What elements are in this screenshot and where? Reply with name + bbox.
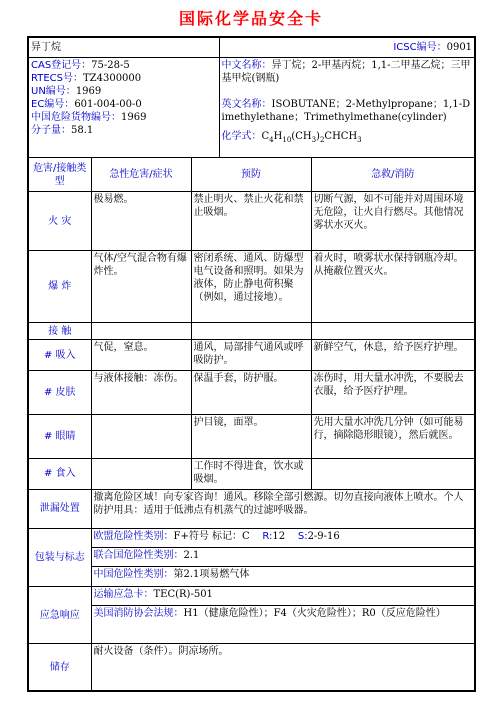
explosion-label: 爆 炸 bbox=[28, 251, 91, 323]
rtecs-label: RTECS号： bbox=[31, 72, 83, 84]
cn-class-label: 中国危险性类别： bbox=[93, 568, 174, 580]
safety-card-table bbox=[27, 36, 476, 692]
inhale-row bbox=[28, 340, 475, 371]
spill-text: 撤离危险区域！向专家咨询！通风。移除全部引燃源。切勿直接向液体上喷水。个人防护用具：适用于低沸点有机蒸气的过滤呼吸器。 bbox=[91, 489, 475, 528]
emergency-cell bbox=[91, 587, 475, 644]
eye-first-aid: 先用大量水冲洗几分钟（如可能易行，摘除隐形眼镜），然后就医。 bbox=[311, 415, 475, 459]
en-name-value: ISOBUTANE；2-Methylpropane；1,1-Dimethylethane；Trimethylmethane(cylinder) bbox=[221, 98, 471, 123]
emergency-nfpa bbox=[92, 606, 475, 621]
cn-dangerous-goods-label: 中国危险货物编号： bbox=[31, 111, 121, 123]
cn-class-value: 第2.1项易燃气体 bbox=[173, 568, 250, 580]
icsc-value: 0901 bbox=[446, 41, 473, 53]
icsc-label: ICSC编号： bbox=[393, 41, 447, 53]
emergency-label: 应急响应 bbox=[28, 587, 91, 644]
card-title: 国际化学品安全卡 bbox=[178, 9, 323, 28]
contact-prevention bbox=[191, 323, 311, 340]
cas-label: CAS登记号： bbox=[31, 59, 92, 71]
inhale-prevention: 通风，局部排气通风或呼吸防护。 bbox=[191, 340, 311, 371]
skin-label: # 皮肤 bbox=[28, 371, 91, 415]
formula-label: 化学式： bbox=[221, 130, 262, 142]
skin-first-aid: 冻伤时，用大量水冲洗，不要脱去衣服，给予医疗护理。 bbox=[311, 371, 475, 415]
column-header-row bbox=[28, 158, 475, 192]
ec-label: EC编号： bbox=[31, 98, 75, 110]
eye-symptom bbox=[91, 415, 191, 459]
un-value: 1969 bbox=[75, 85, 102, 97]
col-first-aid: 急救/消防 bbox=[311, 158, 475, 192]
col-prevention: 预防 bbox=[191, 158, 311, 192]
en-name-label: 英文名称： bbox=[221, 98, 272, 110]
fire-label: 火 灾 bbox=[28, 192, 91, 251]
eye-label: # 眼睛 bbox=[28, 415, 91, 459]
col-symptom: 急性危害/症状 bbox=[91, 158, 191, 192]
inhale-first-aid: 新鲜空气，休息，给予医疗护理。 bbox=[311, 340, 475, 371]
chemical-formula: $C_4H_{10}(CH_3)_2CHCH_3$ bbox=[261, 130, 362, 144]
spill-label: 泄漏处置 bbox=[28, 489, 91, 528]
eu-class-value: F+符号 标记：C bbox=[173, 530, 250, 542]
ingest-label: # 食入 bbox=[28, 459, 91, 490]
contact-label: 接 触 bbox=[28, 323, 91, 340]
identifiers-cell bbox=[28, 57, 219, 157]
rtecs-value: TZ4300000 bbox=[82, 72, 142, 84]
un-label: UN编号： bbox=[31, 85, 76, 97]
explosion-prevention: 密闭系统、通风、防爆型电气设备和照明。如果为液体，防止静电荷积聚（例如，通过接地）。 bbox=[191, 251, 311, 323]
cas-value: 75-28-5 bbox=[91, 59, 130, 71]
ec-value: 601-004-00-0 bbox=[74, 98, 142, 110]
ingest-symptom bbox=[91, 459, 191, 490]
identifier-row bbox=[28, 57, 475, 157]
packaging-cn bbox=[92, 567, 475, 585]
transport-card-label: 运输应急卡： bbox=[93, 589, 154, 601]
chemical-name: 异丁烷 bbox=[31, 41, 61, 53]
ingest-prevention: 工作时不得进食，饮水或吸烟。 bbox=[191, 459, 311, 490]
skin-row bbox=[28, 371, 475, 415]
nfpa-value: H1（健康危险性）；F4（火灾危险性）；R0（反应危险性） bbox=[183, 608, 446, 620]
emergency-card bbox=[92, 587, 475, 606]
skin-symptom: 与液体接触：冻伤。 bbox=[91, 371, 191, 415]
nfpa-label: 美国消防协会法规： bbox=[93, 608, 184, 620]
skin-prevention: 保温手套，防护服。 bbox=[191, 371, 311, 415]
col-type: 危害/接触类型 bbox=[28, 158, 91, 192]
fire-first-aid: 切断气源，如不可能并对周围环境无危险，让火自行燃尽。其他情况雾状水灭火。 bbox=[311, 192, 475, 251]
contact-row bbox=[28, 323, 475, 340]
ingest-row bbox=[28, 459, 475, 490]
packaging-label: 包装与标志 bbox=[28, 528, 91, 586]
ingest-first-aid bbox=[311, 459, 475, 490]
molecular-weight-label: 分子量： bbox=[31, 124, 71, 136]
explosion-first-aid: 着火时，喷雾状水保持钢瓶冷却。从掩蔽位置灭火。 bbox=[311, 251, 475, 323]
fire-prevention: 禁止明火、禁止火花和禁止吸烟。 bbox=[191, 192, 311, 251]
icsc-cell bbox=[219, 37, 475, 57]
contact-symptom bbox=[91, 323, 191, 340]
storage-row bbox=[28, 644, 475, 691]
contact-first-aid bbox=[311, 323, 475, 340]
fire-symptom: 极易燃。 bbox=[91, 192, 191, 251]
chemical-name-cell bbox=[28, 37, 219, 57]
names-cell bbox=[219, 57, 475, 157]
molecular-weight-value: 58.1 bbox=[71, 124, 94, 136]
packaging-row bbox=[28, 528, 475, 586]
cn-name-value: 异丁烷；2-甲基丙烷；1,1-二甲基乙烷；三甲基甲烷(钢瓶) bbox=[221, 59, 471, 84]
emergency-row bbox=[28, 587, 475, 644]
packaging-cell bbox=[91, 528, 475, 586]
transport-card-value: TEC(R)-501 bbox=[153, 589, 213, 601]
eye-row bbox=[28, 415, 475, 459]
packaging-eu bbox=[92, 529, 475, 548]
storage-text: 耐火设备（条件）。阴凉场所。 bbox=[91, 644, 475, 691]
un-class-label: 联合国危险性类别： bbox=[93, 549, 184, 561]
cn-name-label: 中文名称： bbox=[221, 59, 272, 71]
eu-class-label: 欧盟危险性类别： bbox=[93, 530, 174, 542]
eu-r-label: R: bbox=[262, 530, 273, 542]
cn-dangerous-goods-value: 1969 bbox=[121, 111, 147, 123]
eu-r-value: 12 bbox=[272, 530, 286, 542]
fire-row bbox=[28, 192, 475, 251]
spill-row bbox=[28, 489, 475, 528]
explosion-symptom: 气体/空气混合物有爆炸性。 bbox=[91, 251, 191, 323]
eu-s-value: 2-9-16 bbox=[307, 530, 340, 542]
packaging-un bbox=[92, 548, 475, 567]
header-row bbox=[28, 37, 475, 57]
eye-prevention: 护目镜，面罩。 bbox=[191, 415, 311, 459]
explosion-row bbox=[28, 251, 475, 323]
eu-s-label: S: bbox=[297, 530, 308, 542]
inhale-symptom: 气促，窒息。 bbox=[91, 340, 191, 371]
un-class-value: 2.1 bbox=[183, 549, 200, 561]
inhale-label: # 吸入 bbox=[28, 340, 91, 371]
storage-label: 储存 bbox=[28, 644, 91, 691]
